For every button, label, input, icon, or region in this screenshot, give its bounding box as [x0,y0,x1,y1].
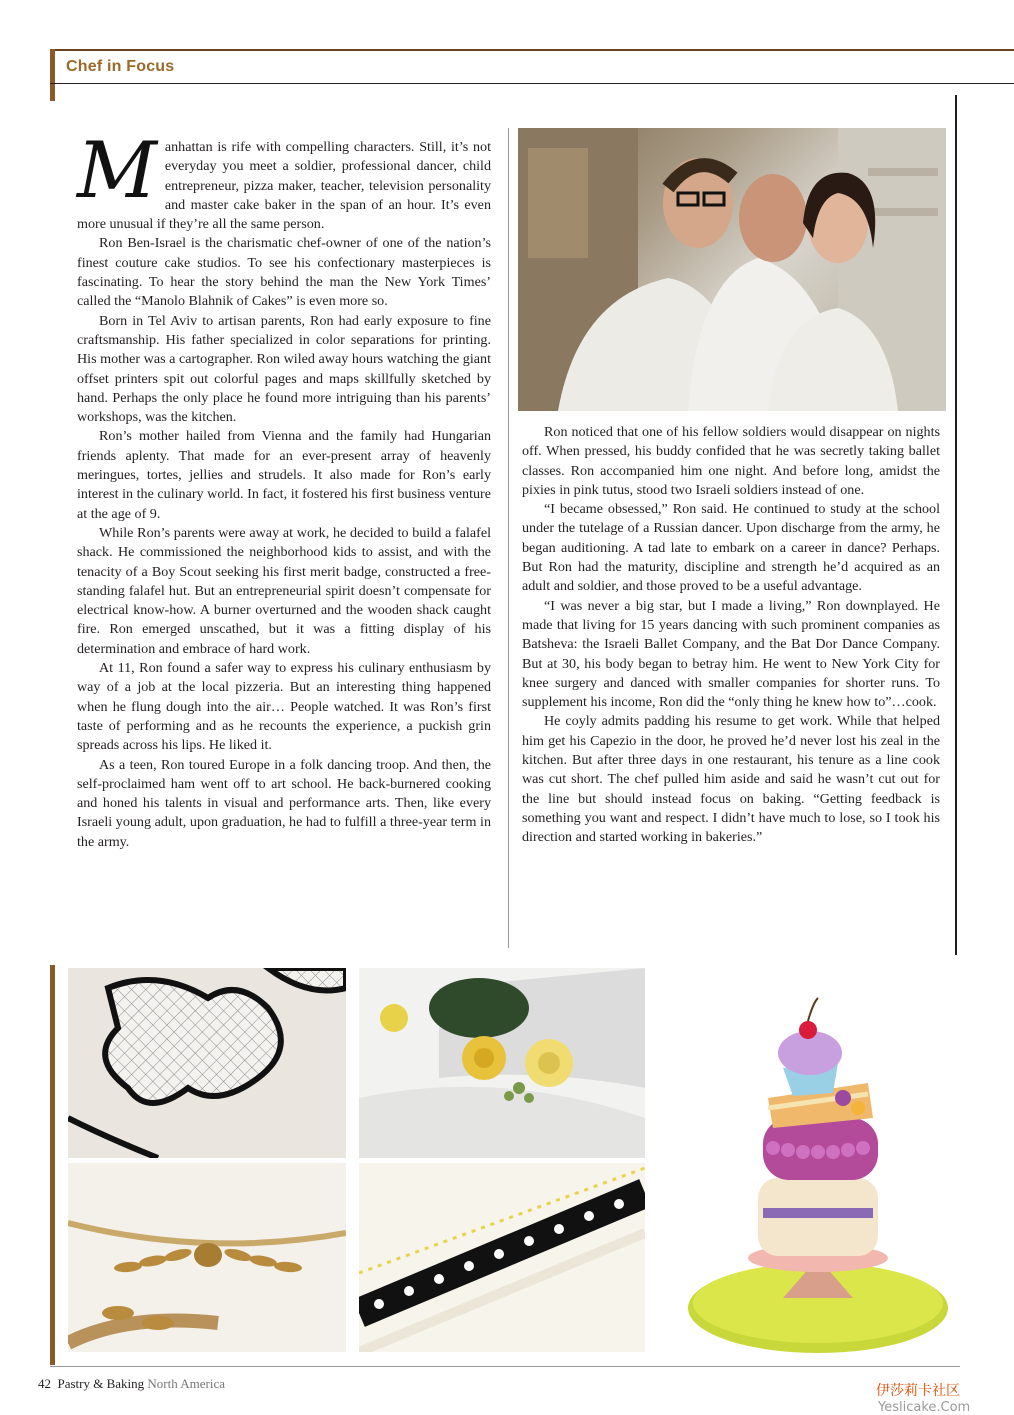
magazine-region: North America [147,1376,226,1391]
lace-cake-detail-photo [68,968,346,1158]
article-paragraph: As a teen, Ron toured Europe in a folk dancing troop. And then, the self-proclaimed ham went off to art school. He back-burnered cooking and honed his talents in visual and performance arts. Then, like every Israeli young adult, upon graduation, he had to fulfill a three-year term in the army. [77,756,491,850]
article-paragraph: “I was never a big star, but I made a living,” Ron downplayed. He made that living for 15 years dancing with such prominent companies as Batsheva: the Israeli Ballet Company, and the Bat Dor Dance Company. But at 30, his body began to betray him. He went to New York City for knee surgery and danced with smaller companies for shorter runs. To supplement his income, Ron did the “only thing he knew how to”…cook. [522,597,940,711]
article-paragraph: Ron noticed that one of his fellow soldiers would disappear on nights off. When pressed, his buddy confided that he was secretly taking ballet classes. Ron accompanied him one night. And before long, amidst the pixies in pink tutus, stood two Israeli soldiers instead of one. [522,424,940,498]
magazine-name: Pastry & Baking [57,1376,145,1391]
article-paragraph: While Ron’s parents were away at work, he decided to build a falafel shack. He commissioned the neighborhood kids to assist, and with the tenacity of a Boy Scout seeking his first merit badge, constructed a free-standing falafel hut. But an entrepreneurial spirit doesn’t compensate for electrical know-how. A burner overturned and the wooden shack caught fire. Ron emerged unscathed, but it was a fitting display of his determination and embrace of hard work. [77,524,491,657]
title-underline [50,83,1014,84]
left-frame-accent-lower [50,965,55,1365]
article-paragraph: He coyly admits padding his resume to get work. While that helped him get his Capezio in the door, he proved he’d never lost his zeal in the kitchen. But after three days in one restaurant, his tenure as a line cook was cut short. The chef pulled him aside and said he wasn’t cut out for the line but should instead focus on baking. “Getting feedback is something you want and respect. I didn’t have much to lose, so I took his direction and started working in bakeries.” [522,713,940,846]
column-divider [508,128,509,948]
article-paragraph: Ron’s mother hailed from Vienna and the family had Hungarian friends aplenty. That made for an ever-present array of heavenly meringues, tortes, jellies and strudels. It also made for Ron’s early interest in the culinary world. In fact, it fostered his first business venture at the age of 9. [77,428,491,522]
yellow-roses-cake-photo [359,968,645,1158]
chefs-illustration [518,128,946,411]
article-paragraph: Manhattan is rife with compelling characters. Still, it’s not everyday you meet a soldier, professional dancer, child entrepreneur, pizza maker, teacher, television personality and master cake baker in the span of an hour. It’s even more unusual if they’re all the same person. [77,126,491,233]
watermark-site: Yeslicake.Com [878,1400,971,1415]
page-number: 42 [38,1376,51,1391]
article-right-column [522,423,940,848]
article-paragraph: At 11, Ron found a safer way to express his culinary enthusiasm by way of a job at the local pizzeria. But an interesting thing happened when he flung dough into the air… People watched. It was Ron’s first taste of performing and as he recounts the experience, a puckish grin spreads across his lips. He liked it. [77,660,491,754]
left-frame-accent [50,49,55,101]
right-frame-rule [955,95,957,955]
bottom-frame-rule [50,1366,960,1367]
section-title: Chef in Focus [66,58,175,75]
article-paragraph: Born in Tel Aviv to artisan parents, Ron had early exposure to fine craftsmanship. His father specialized in color separations for printing. His mother was a cartographer. Ron wiled away hours watching the giant offset printers spit out colorful pages and maps skillfully sketched by hand. Perhaps the only place he found more intriguing than his parents’ workshops, was the kitchen. [77,312,491,426]
article-left-column [77,126,491,852]
polka-dot-ribbon-cake-photo [359,1163,645,1352]
drop-cap: M [77,126,157,216]
article-paragraph: “I became obsessed,” Ron said. He continued to study at the school under the tutelage of a Russian dancer. Upon discharge from the army, he began auditioning. A tad late to embark on a career in dance? Perhaps. But Ron had the maturity, discipline and strength he’d acquired as an adult and soldier, and those proved to be a useful advantage. [522,501,940,595]
gold-leaf-cake-photo [68,1163,346,1352]
tiered-whimsical-cake-photo [668,968,954,1363]
article-paragraph: Ron Ben-Israel is the charismatic chef-owner of one of the nation’s finest couture cake studios. To see his confectionary masterpieces is fascinating. To hear the story behind the man the New York Times’ called the “Manolo Blahnik of Cakes” is even more so. [77,235,491,310]
top-frame-rule [50,49,1014,51]
chefs-photo [518,128,946,411]
page-footer [38,1376,225,1392]
watermark-chinese: 伊莎莉卡社区 [876,1383,960,1399]
